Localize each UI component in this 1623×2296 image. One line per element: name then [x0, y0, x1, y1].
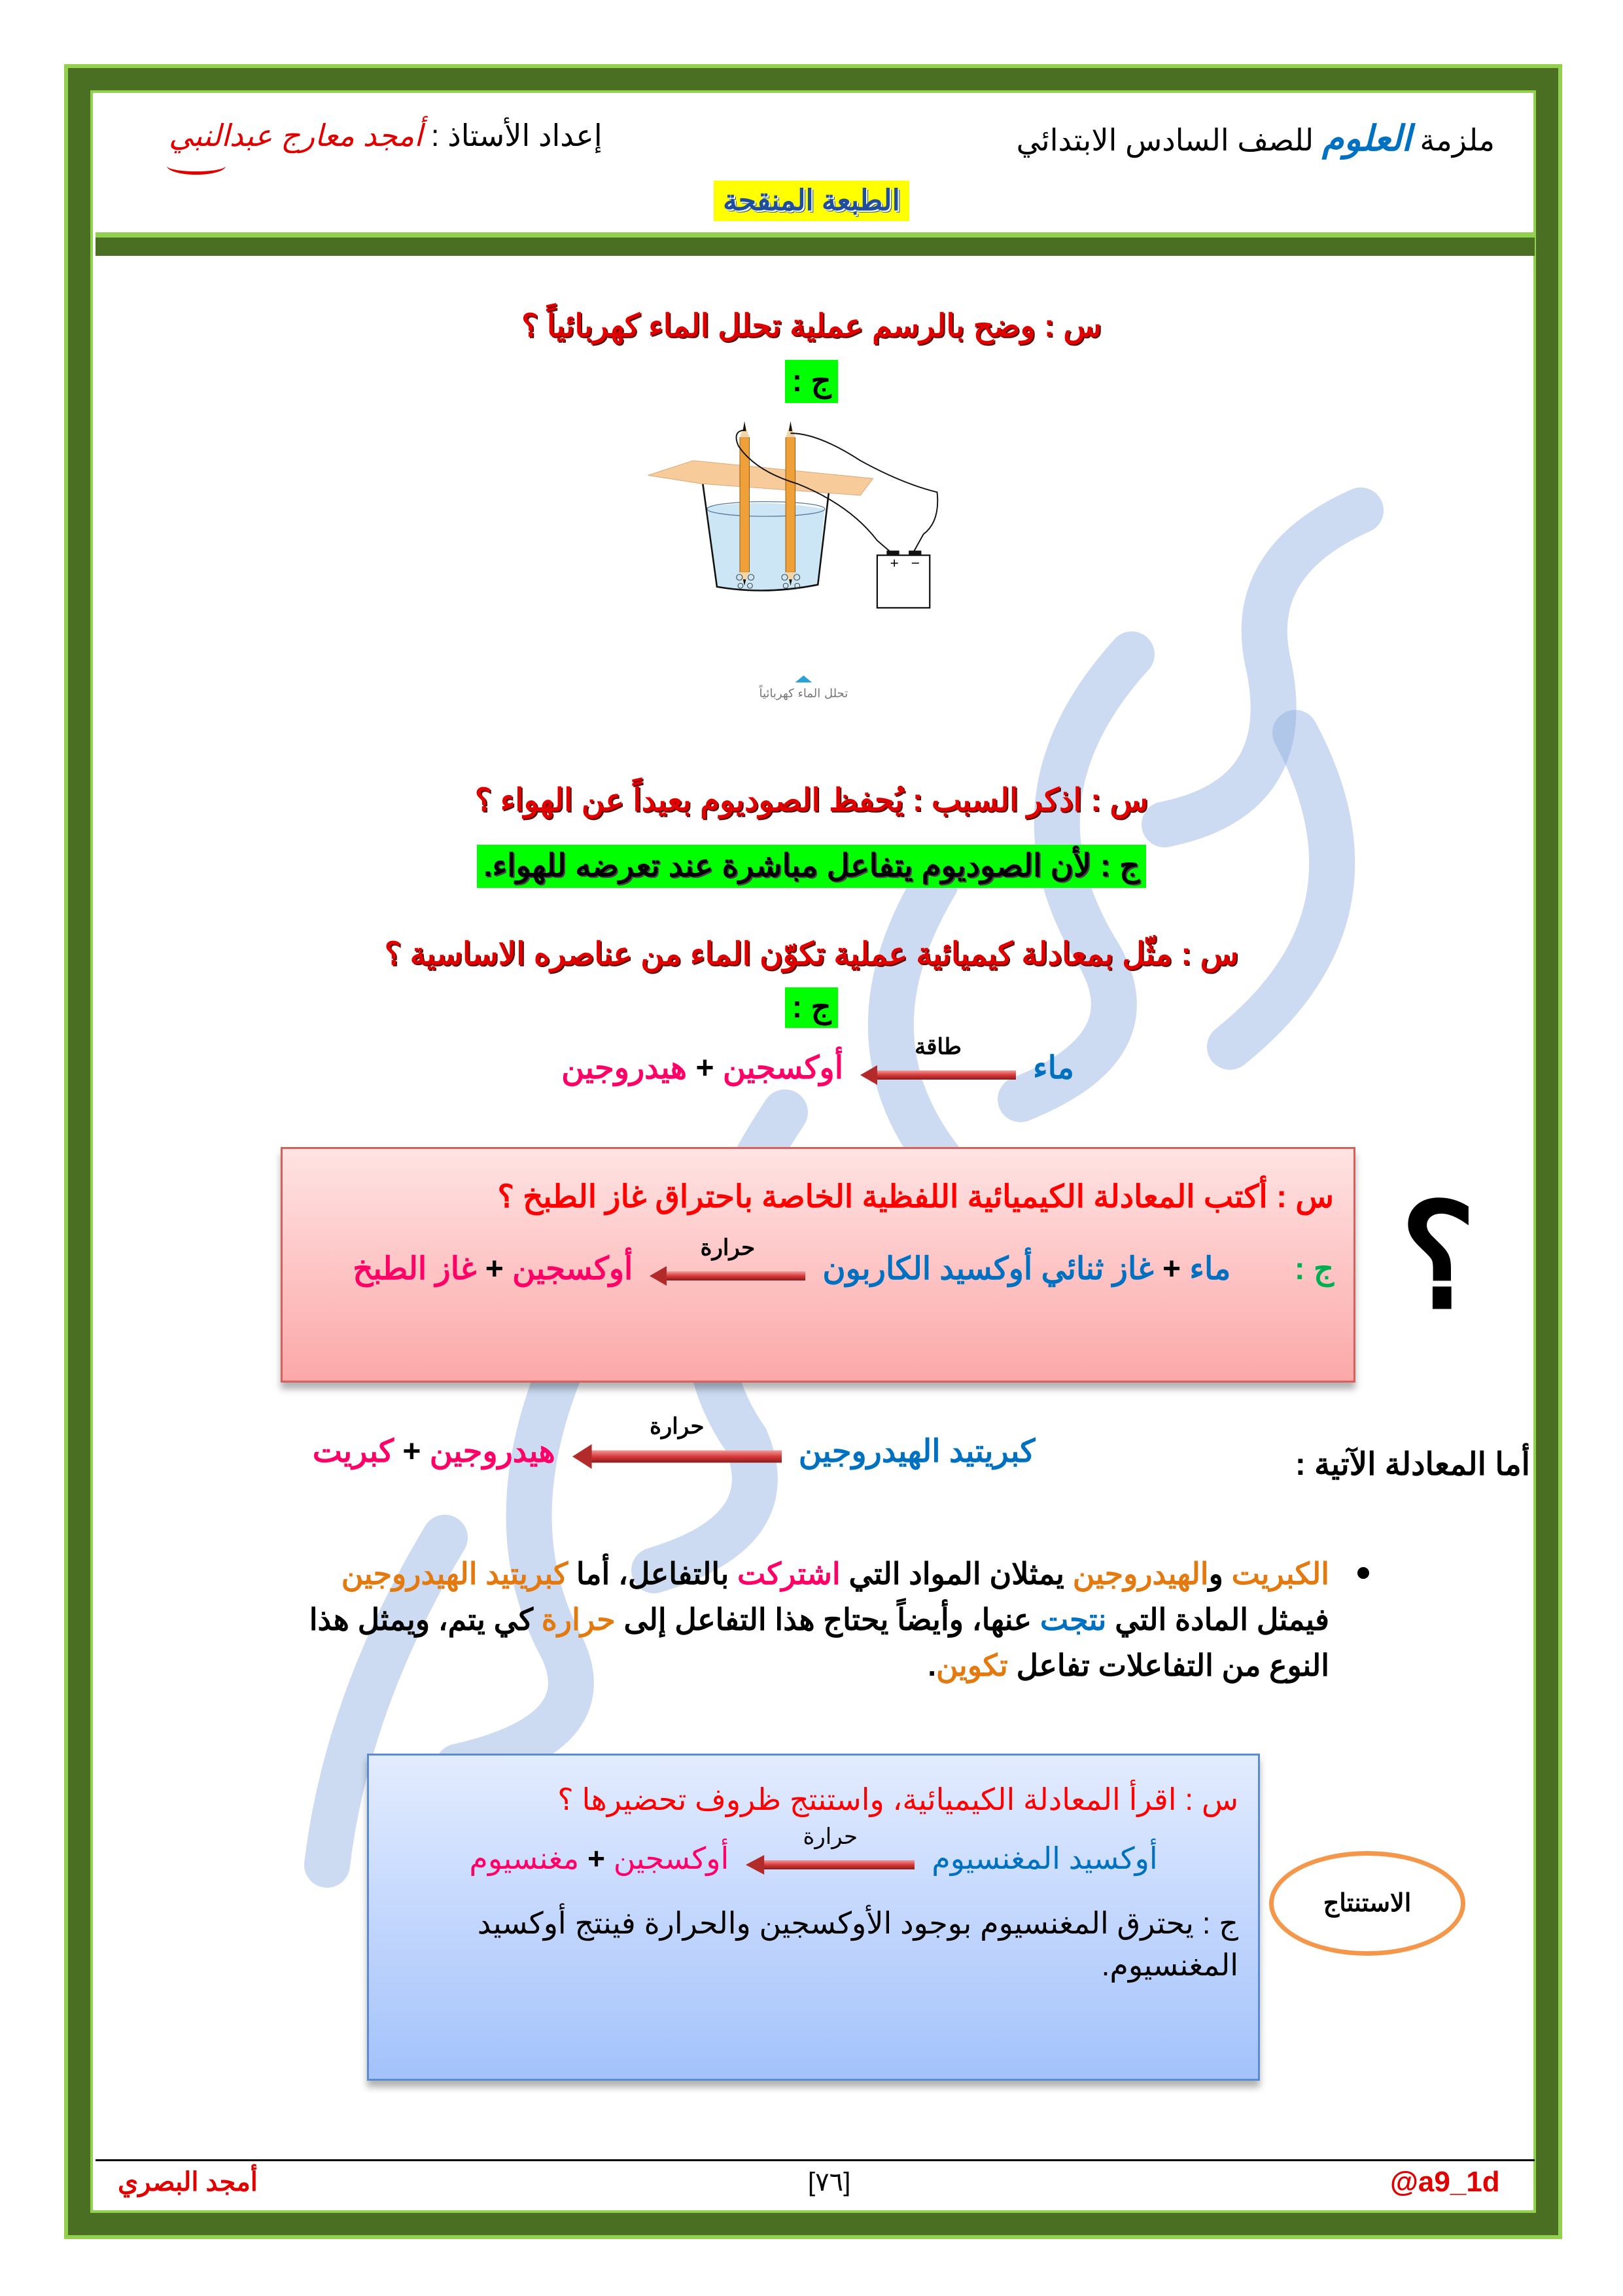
term-produced: نتجت — [1039, 1602, 1107, 1636]
text: و — [1208, 1557, 1232, 1591]
eq5-equation — [196, 1413, 1151, 1470]
term-sulfur: الكبريت — [1231, 1557, 1329, 1591]
section-badge-row — [0, 181, 1623, 221]
battery-minus: − — [911, 554, 920, 571]
q4-box — [281, 1147, 1355, 1383]
q3-answer-label: ج : — [785, 987, 837, 1028]
q1-answer-row — [0, 360, 1623, 403]
section-badge: الطبعة المنقحة — [714, 181, 909, 221]
reactant-sulfur: كبريت — [312, 1434, 394, 1469]
footer-author: أمجد البصري — [118, 2168, 258, 2197]
title-subject: العلوم — [1321, 119, 1412, 158]
eq5-product: كبريتيد الهيدروجين — [798, 1434, 1036, 1469]
title-prefix: ملزمة — [1411, 123, 1495, 157]
q6-answer: ج : يحترق المغنسيوم بوجود الأوكسجين والحرارة فينتج أوكسيد المغنسيوم. — [477, 1906, 1238, 1982]
reactant-oxygen: أوكسجين — [613, 1841, 729, 1875]
q6-box — [367, 1754, 1260, 2081]
eq5-condition: حرارة — [650, 1414, 705, 1439]
term-formation: تكوين — [936, 1648, 1008, 1682]
question-mark-icon: ؟ — [1400, 1171, 1476, 1341]
q3-product: ماء — [1033, 1051, 1074, 1086]
eq5-arrow-icon — [572, 1443, 782, 1470]
q3-reactants — [561, 1050, 843, 1086]
reactant-magnesium: مغنسيوم — [469, 1841, 580, 1875]
term-hydrogen-sulfide: كبريتيد الهيدروجين — [341, 1557, 568, 1591]
pencil-left — [740, 421, 749, 586]
q3-equation — [262, 1034, 1374, 1086]
q4-condition: حرارة — [700, 1235, 756, 1260]
q4-answer-row — [302, 1235, 1334, 1287]
author-credit — [169, 118, 602, 153]
battery — [877, 556, 930, 608]
reactant-oxygen: أوكسجين — [722, 1051, 844, 1086]
q3-condition: طاقة — [915, 1034, 962, 1059]
q1-question: س : وضح بالرسم عملية تحلل الماء كهربائياً ؟ — [521, 309, 1102, 344]
text: بالتفاعل، أما — [568, 1557, 738, 1591]
plus-sign: + — [587, 1841, 605, 1875]
q6-arrow-group — [746, 1824, 915, 1876]
header-divider — [96, 232, 1535, 256]
bullet-paragraph — [275, 1551, 1329, 1688]
q3-arrow-icon — [860, 1064, 1016, 1086]
q4-arrow-group — [650, 1235, 805, 1287]
q3-arrow-group — [860, 1034, 1016, 1086]
plus-sign: + — [695, 1051, 714, 1086]
plus-sign: + — [402, 1434, 421, 1469]
reactant-cooking-gas: غاز الطبخ — [353, 1252, 477, 1286]
electrolysis-diagram — [621, 412, 1047, 707]
q4-products — [822, 1250, 1230, 1287]
q4-answer-label: ج : — [1294, 1252, 1334, 1286]
q6-product: أوكسيد المغنسيوم — [932, 1841, 1158, 1875]
footer-handle: @a9_1d — [1390, 2166, 1500, 2198]
pencil-right — [786, 421, 795, 586]
q1-answer-label: ج : — [785, 360, 837, 403]
q4-arrow-icon — [650, 1265, 805, 1287]
eq5-arrow-group — [572, 1413, 782, 1470]
text: . — [928, 1648, 936, 1682]
bullet-icon — [1357, 1567, 1369, 1579]
card — [648, 461, 873, 495]
text: عنها، وأيضاً يحتاج هذا التفاعل إلى — [615, 1602, 1040, 1636]
diagram-caption: تحلل الماء كهربائياً — [759, 686, 848, 701]
author-label: إعداد الأستاذ : — [422, 118, 602, 152]
term-participated: اشتركت — [737, 1557, 841, 1591]
product-water: ماء — [1189, 1252, 1231, 1286]
text: يمثلان المواد التي — [840, 1557, 1073, 1591]
plus-sign: + — [485, 1252, 504, 1286]
q6-condition: حرارة — [803, 1824, 858, 1849]
q4-reactants — [353, 1250, 633, 1287]
text: كي يتم، ويمثل هذا النوع من التفاعلات تفاعل — [309, 1602, 1329, 1682]
reactant-hydrogen: هيدروجين — [561, 1051, 688, 1086]
author-swash — [167, 157, 226, 175]
term-heat: حرارة — [541, 1602, 616, 1636]
plus-sign: + — [1162, 1252, 1181, 1286]
q4-question: س : أكتب المعادلة الكيميائية اللفظية الخاصة باحتراق غاز الطبخ ؟ — [497, 1180, 1334, 1214]
conclusion-badge: الاستنتاج — [1269, 1851, 1465, 1956]
title-suffix: للصف السادس الابتدائي — [1016, 123, 1322, 157]
reactant-oxygen: أوكسجين — [512, 1252, 633, 1286]
author-name: أمجد معارج عبدالنبي — [169, 118, 423, 152]
page-number: [٧٦] — [808, 2168, 851, 2197]
term-hydrogen: الهيدروجين — [1072, 1557, 1209, 1591]
text: فيمثل المادة التي — [1106, 1602, 1329, 1636]
eq5-reactants — [313, 1433, 555, 1470]
q6-arrow-icon — [746, 1854, 915, 1876]
product-co2: غاز ثنائي أوكسيد الكاربون — [822, 1252, 1154, 1286]
reactant-hydrogen: هيدروجين — [429, 1434, 555, 1469]
footer-divider — [96, 2159, 1535, 2161]
booklet-title — [1017, 118, 1495, 159]
q3-question: س : مثّل بمعادلة كيميائية عملية تكوّن الماء من عناصره الاساسية ؟ — [384, 937, 1239, 972]
eq5-intro: أما المعادلة الآتية : — [1295, 1447, 1530, 1482]
q6-reactants — [469, 1841, 729, 1876]
q2-question: س : اذكر السبب : يُحفظ الصوديوم بعيداً عن الهواء ؟ — [474, 783, 1149, 818]
q3-answer-row — [0, 987, 1623, 1028]
battery-plus: + — [890, 554, 899, 571]
q4-equation — [302, 1235, 1282, 1287]
q6-question: س : اقرأ المعادلة الكيميائية، واستنتج ظروف تحضيرها ؟ — [557, 1782, 1238, 1816]
q2-answer-row — [0, 845, 1623, 888]
q2-answer: ج : لأن الصوديوم يتفاعل مباشرة عند تعرضه للهواء. — [477, 845, 1146, 888]
q6-equation — [389, 1824, 1238, 1876]
caption-triangle-icon — [795, 675, 812, 682]
